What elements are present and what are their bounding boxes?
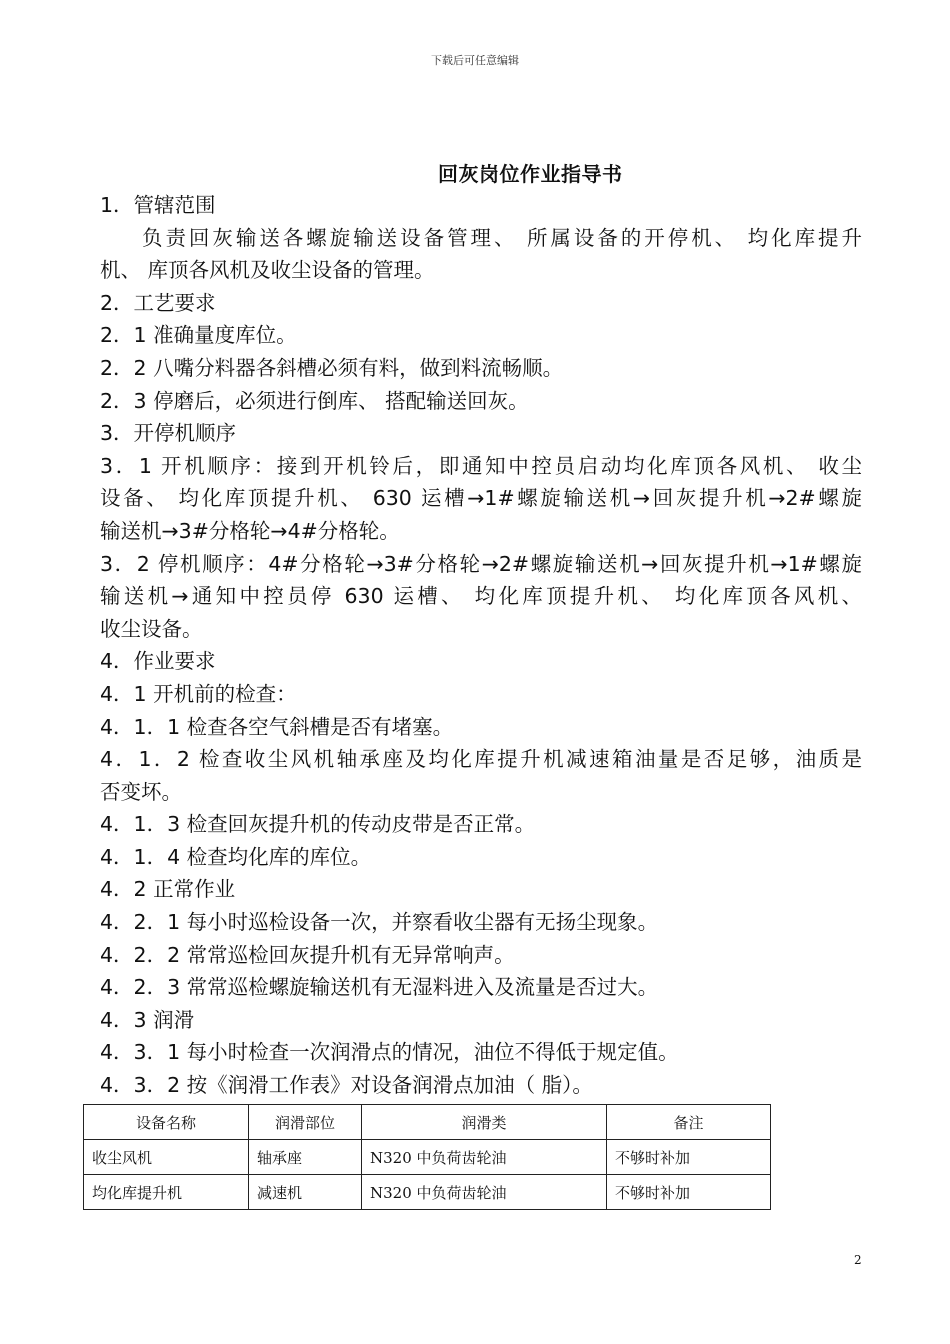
table-row — [84, 1140, 771, 1175]
text-line: 1．管辖范围 — [100, 193, 216, 217]
column-header-remark: 备注 — [607, 1105, 771, 1140]
text-line: 2．3 停磨后，必须进行倒库、 搭配输送回灰。 — [100, 388, 529, 413]
text-line: 4．作业要求 — [100, 649, 216, 674]
page-header: 下载后可任意编辑 — [431, 54, 519, 67]
text-line: 输送机→3#分格轮→4#分格轮。 — [100, 518, 400, 543]
text-line: 4．1．2 检查收尘风机轴承座及均化库提升机减速箱油量是否足够，油质是 — [100, 747, 862, 772]
text-line: 机、 库顶各风机及收尘设备的管理。 — [100, 258, 435, 283]
text-line: 负责回灰输送各螺旋输送设备管理、 所属设备的开停机、 均化库提升 — [142, 225, 862, 250]
table-cell: 收尘风机 — [84, 1140, 249, 1175]
text-line: 设备、 均化库顶提升机、 630 运槽→1#螺旋输送机→回灰提升机→2#螺旋 — [100, 486, 862, 511]
text-line: 4．2 正常作业 — [100, 877, 236, 902]
column-header-part: 润滑部位 — [249, 1105, 362, 1140]
text-line: 4．2．3 常常巡检螺旋输送机有无湿料进入及流量是否过大。 — [100, 975, 659, 1000]
text-line: 输送机→通知中控员停 630 运槽、 均化库顶提升机、 均化库顶各风机、 — [100, 584, 862, 609]
text-line: 4．1．3 检查回灰提升机的传动皮带是否正常。 — [100, 812, 536, 837]
table-header-row — [84, 1105, 771, 1140]
text-line: 2．2 八嘴分料器各斜槽必须有料，做到料流畅顺。 — [100, 355, 564, 380]
document-title: 回灰岗位作业指导书 — [438, 162, 623, 186]
text-line: 4．3．1 每小时检查一次润滑点的情况，油位不得低于规定值。 — [100, 1040, 679, 1065]
text-line: 否变坏。 — [100, 779, 182, 804]
text-line: 收尘设备。 — [100, 616, 203, 641]
table-cell: N320 中负荷齿轮油 — [362, 1140, 607, 1175]
text-line: 3．开停机顺序 — [100, 421, 237, 446]
text-line: 3．2 停机顺序：4#分格轮→3#分格轮→2#螺旋输送机→回灰提升机→1#螺旋 — [100, 551, 862, 576]
table-cell: N320 中负荷齿轮油 — [362, 1175, 607, 1210]
text-line: 4．1．1 检查各空气斜槽是否有堵塞。 — [100, 714, 454, 739]
document-body — [100, 189, 862, 1102]
table-cell: 均化库提升机 — [84, 1175, 249, 1210]
column-header-lubricant: 润滑类 — [362, 1105, 607, 1140]
text-line: 4．3．2 按《润滑工作表》对设备润滑点加油（ 脂）。 — [100, 1073, 593, 1098]
text-line: 4．3 润滑 — [100, 1007, 195, 1032]
text-line: 4．2．1 每小时巡检设备一次，并察看收尘器有无扬尘现象。 — [100, 910, 659, 935]
text-line: 3．1 开机顺序：接到开机铃后，即通知中控员启动均化库顶各风机、 收尘 — [100, 453, 862, 478]
text-line: 2．1 准确量度库位。 — [100, 323, 297, 348]
table-cell: 不够时补加 — [607, 1175, 771, 1210]
text-line: 4．1．4 检查均化库的库位。 — [100, 844, 372, 869]
column-header-equipment: 设备名称 — [84, 1105, 249, 1140]
lubrication-table — [83, 1104, 771, 1210]
table-cell: 不够时补加 — [607, 1140, 771, 1175]
table-cell: 减速机 — [249, 1175, 362, 1210]
text-line: 2．工艺要求 — [100, 290, 216, 315]
table-row — [84, 1175, 771, 1210]
page-number: 2 — [854, 1253, 862, 1267]
text-line: 4．2．2 常常巡检回灰提升机有无异常响声。 — [100, 942, 515, 967]
text-line: 4．1 开机前的检查： — [100, 681, 297, 706]
table-cell: 轴承座 — [249, 1140, 362, 1175]
